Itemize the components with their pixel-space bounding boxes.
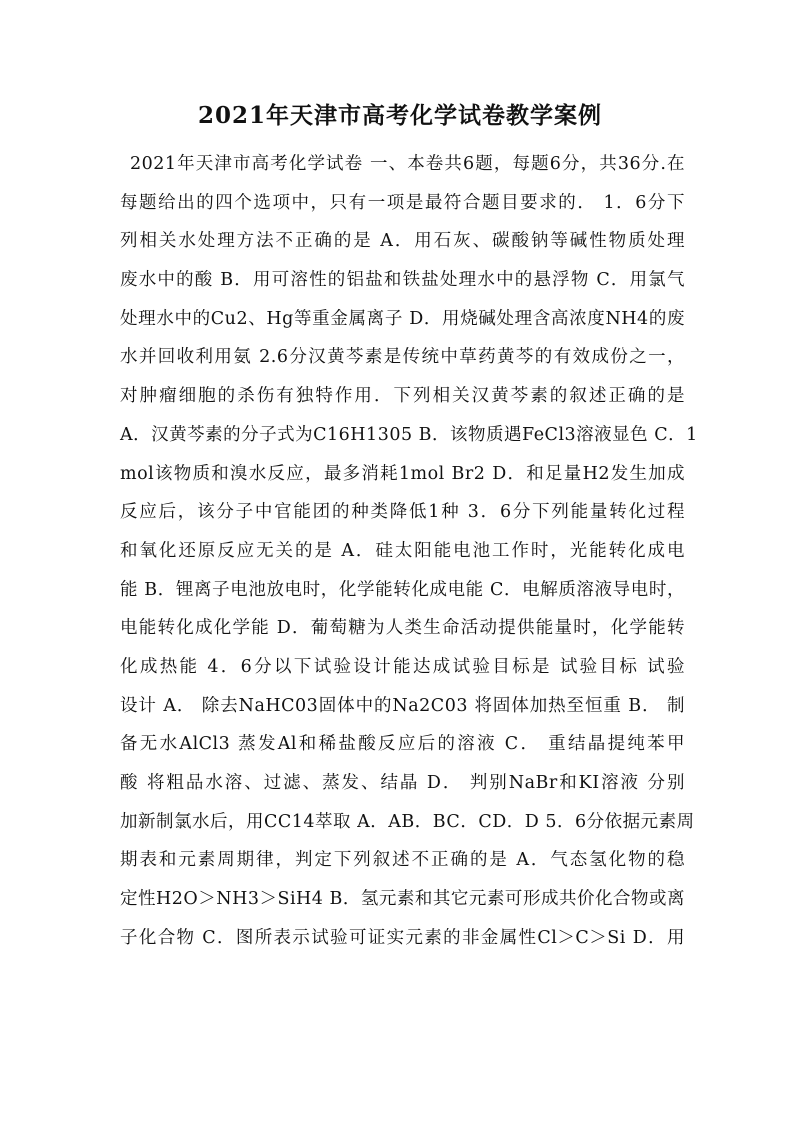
body-line: 子化合物 C．图所表示试验可证实元素的非金属性Cl＞C＞Si D．用 [120,927,685,948]
body-line: 处理水中的Cu2、Hg等重金属离子 D．用烧碱处理含高浓度NH4的废 [120,308,685,329]
body-line: 备无水AlCl3 蒸发Al和稀盐酸反应后的溶液 C． 重结晶提纯苯甲 [120,734,685,755]
body-line: 加新制氯水后，用CC14萃取 A．AB．BC．CD．D 5．6分依据元素周 [120,811,695,832]
body-line: 对肿瘤细胞的杀伤有独特作用．下列相关汉黄芩素的叙述正确的是 [120,386,685,407]
document-body [120,145,698,957]
body-line: 2021年天津市高考化学试卷 一、本卷共6题，每题6分，共36分.在 [130,154,685,174]
body-line: 设计 A． 除去NaHC03固体中的Na2C03 将固体加热至恒重 B． 制 [120,695,685,716]
body-line: 能 B．锂离子电池放电时，化学能转化成电能 C．电解质溶液导电时， [120,579,685,600]
body-line: A．汉黄芩素的分子式为C16H1305 B．该物质遇FeCl3溶液显色 C．1 [120,424,698,445]
body-line: 和氧化还原反应无关的是 A．硅太阳能电池工作时，光能转化成电 [120,540,685,561]
body-line: 水并回收利用氨 2.6分汉黄芩素是传统中草药黄芩的有效成份之一， [120,347,685,368]
body-line: 酸 将粗品水溶、过滤、蒸发、结晶 D． 判别NaBr和KI溶液 分别 [120,773,685,793]
body-line: mol该物质和溴水反应，最多消耗1mol Br2 D．和足量H2发生加成 [120,463,685,484]
body-line: 列相关水处理方法不正确的是 A．用石灰、碳酸钠等碱性物质处理 [120,231,685,252]
body-line: 每题给出的四个选项中，只有一项是最符合题目要求的． 1．6分下 [120,192,685,213]
body-line: 反应后，该分子中官能团的种类降低1种 3．6分下列能量转化过程 [120,502,685,523]
body-line: 化成热能 4．6分以下试验设计能达成试验目标是 试验目标 试验 [120,656,685,677]
body-line: 废水中的酸 B．用可溶性的铝盐和铁盐处理水中的悬浮物 C．用氯气 [120,270,685,291]
body-line: 期表和元素周期律，判定下列叙述不正确的是 A．气态氢化物的稳 [120,850,685,871]
body-line: 电能转化成化学能 D．葡萄糖为人类生命活动提供能量时，化学能转 [120,618,685,639]
document-title: 2021年天津市高考化学试卷教学案例 [197,102,602,129]
body-line: 定性H2O＞NH3＞SiH4 B．氢元素和其它元素可形成共价化合物或离 [120,889,685,910]
